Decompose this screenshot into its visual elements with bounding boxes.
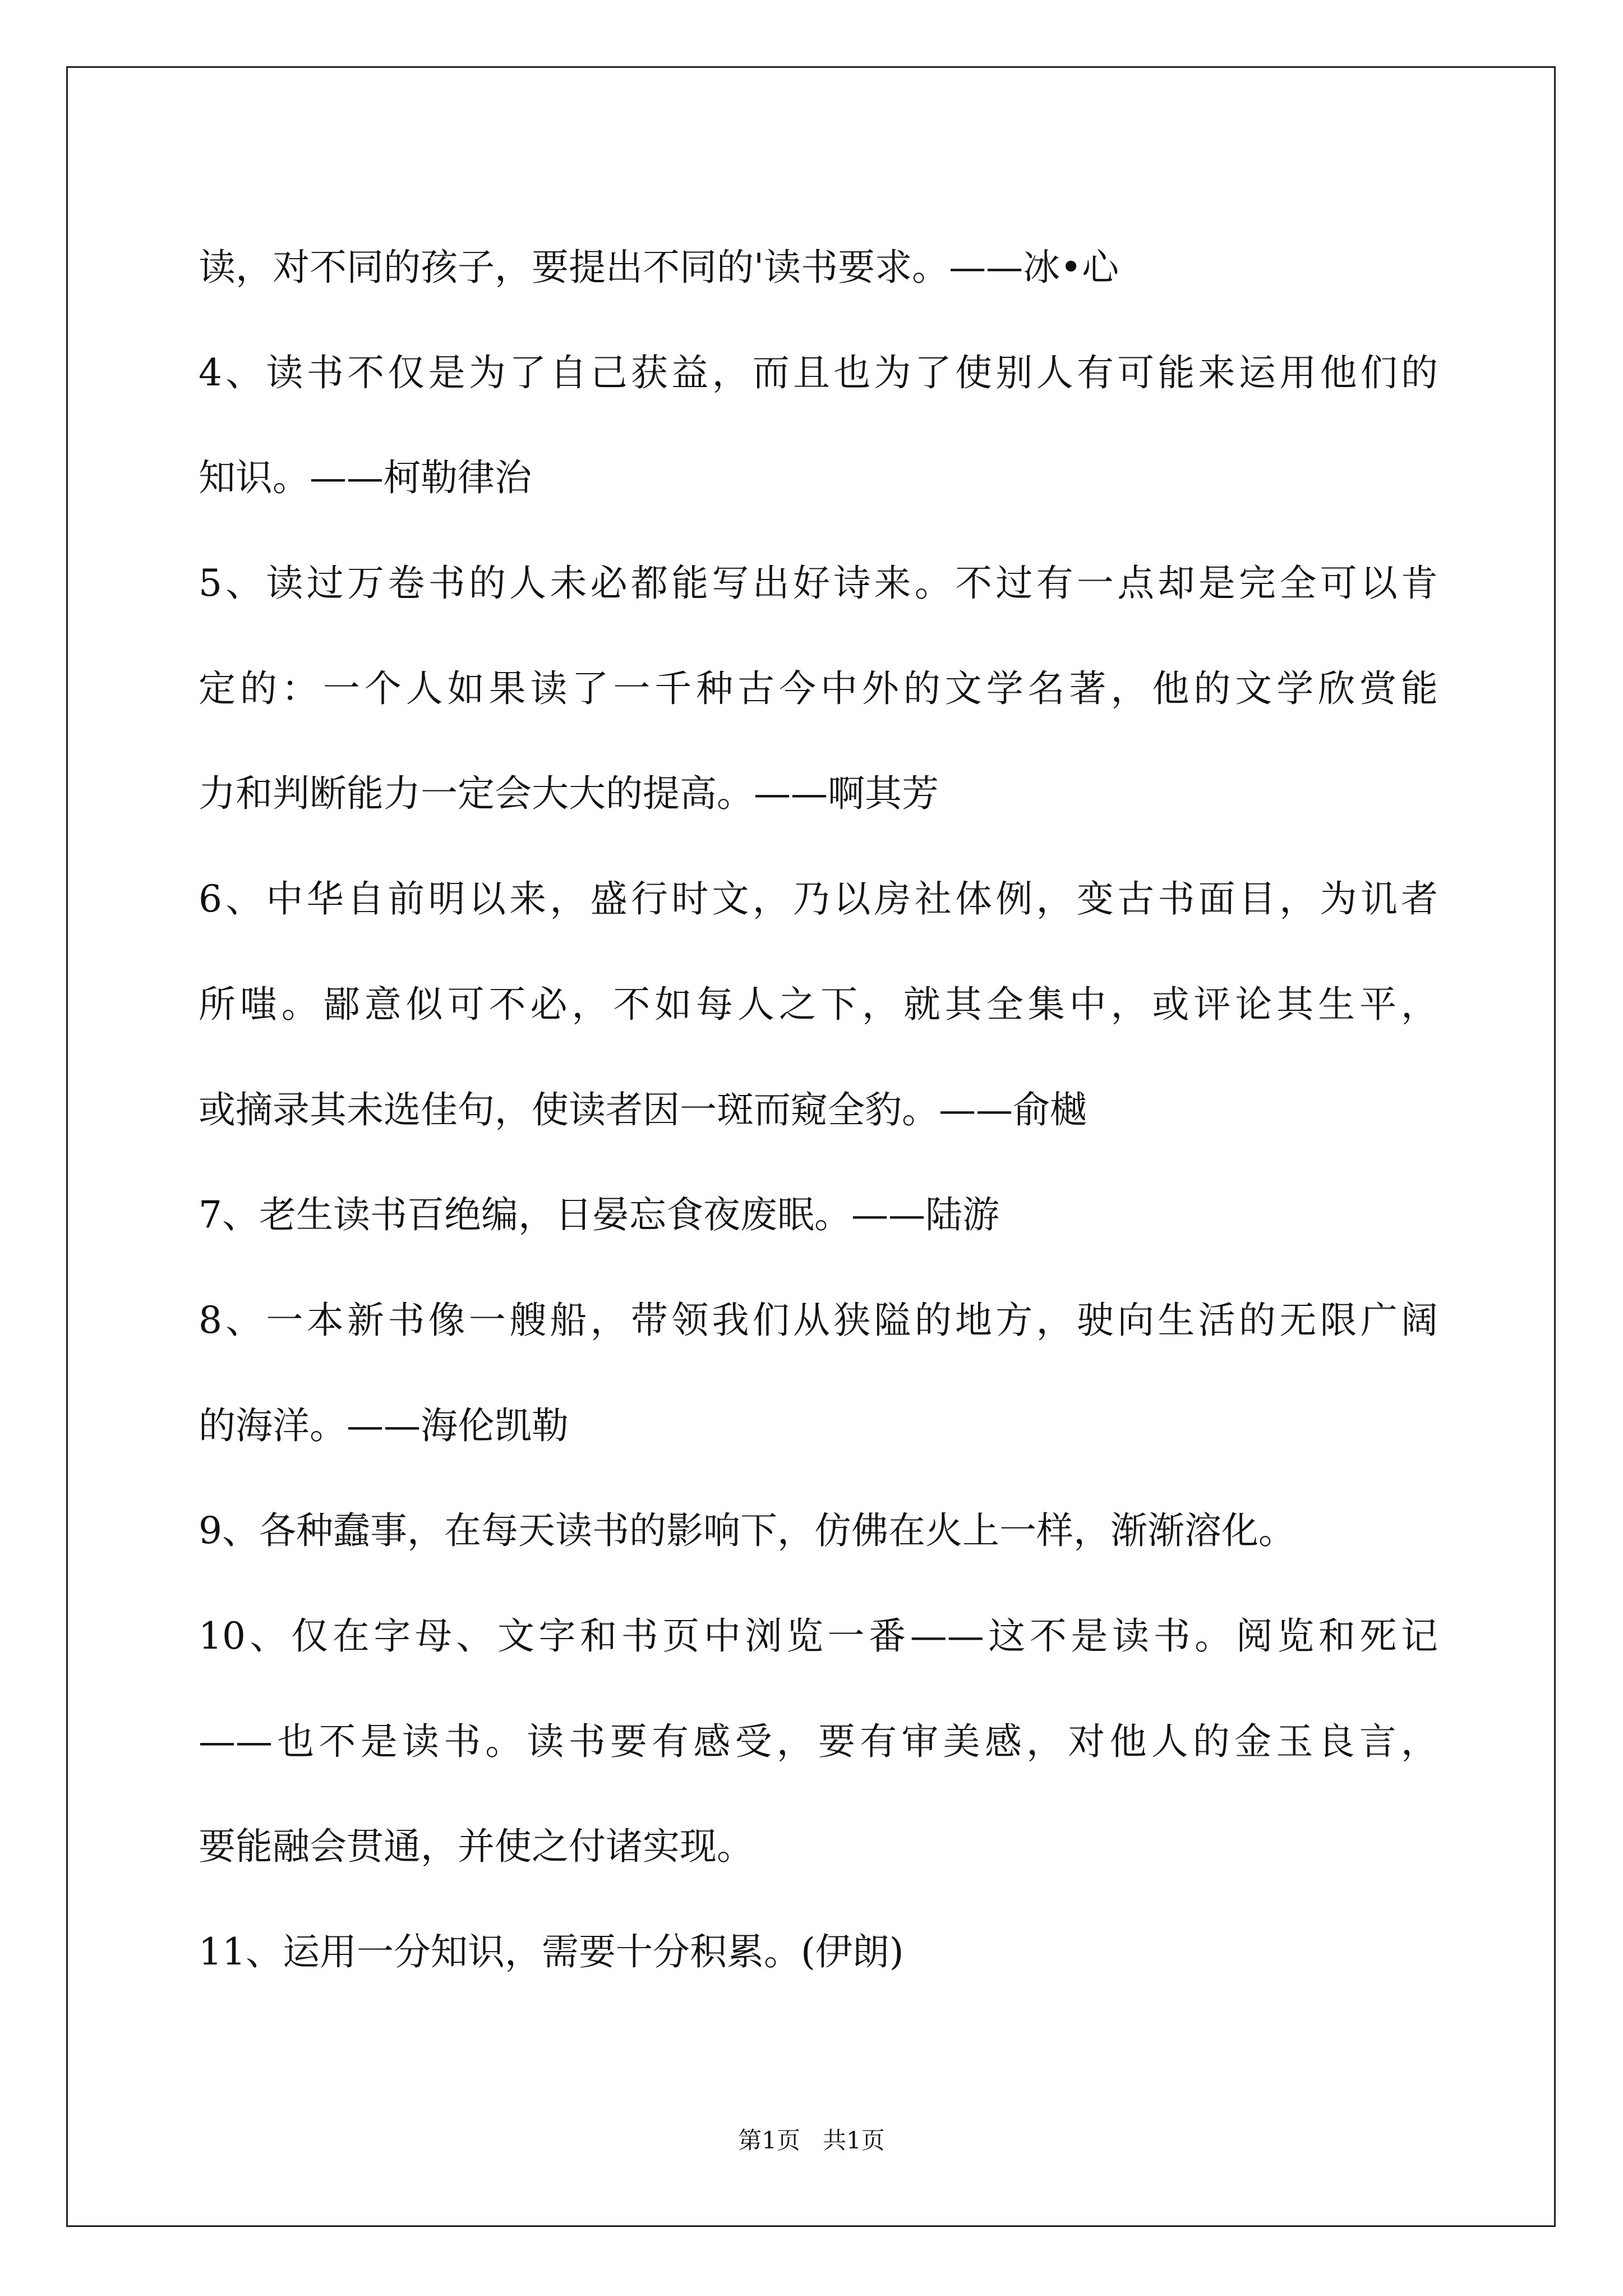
text-line: 知识。——柯勒律治 — [199, 456, 532, 500]
text-line: 7、老生读书百绝编，日晏忘食夜废眠。——陆游 — [199, 1193, 999, 1237]
text-line: 10、仅在字母、文字和书页中浏览一番——这不是读书。阅览和死记 — [199, 1614, 1438, 1658]
text-line: ——也不是读书。读书要有感受，要有审美感，对他人的金玉良言， — [199, 1719, 1438, 1763]
text-line: 4、读书不仅是为了自己获益，而且也为了使别人有可能来运用他们的 — [199, 351, 1438, 394]
text-line: 读，对不同的孩子，要提出不同的'读书要求。——冰•心 — [199, 246, 1119, 289]
text-line: 的海洋。——海伦凯勒 — [199, 1404, 569, 1447]
text-line: 定的：一个人如果读了一千种古今中外的文学名著，他的文学欣赏能 — [199, 666, 1438, 710]
text-line: 6、中华自前明以来，盛行时文，乃以房社体例，变古书面目，为讥者 — [199, 877, 1438, 921]
text-line: 要能融会贯通，并使之付诸实现。 — [199, 1825, 754, 1869]
text-line: 力和判断能力一定会大大的提高。——啊其芳 — [199, 772, 939, 816]
text-line: 或摘录其未选佳句，使读者因一斑而窥全豹。——俞樾 — [199, 1088, 1087, 1131]
text-line: 所嗤。鄙意似可不必，不如每人之下，就其全集中，或评论其生平， — [199, 982, 1438, 1026]
page-footer: 第1页 共1页 — [738, 2127, 885, 2154]
document-body — [199, 215, 1438, 2005]
text-line: 11、运用一分知识，需要十分积累。(伊朗) — [199, 1930, 904, 1973]
text-line: 8、一本新书像一艘船，带领我们从狭隘的地方，驶向生活的无限广阔 — [199, 1298, 1438, 1342]
text-line: 5、读过万卷书的人未必都能写出好诗来。不过有一点却是完全可以肯 — [199, 562, 1438, 605]
text-line: 9、各种蠢事，在每天读书的影响下，仿佛在火上一样，渐渐溶化。 — [199, 1509, 1295, 1553]
